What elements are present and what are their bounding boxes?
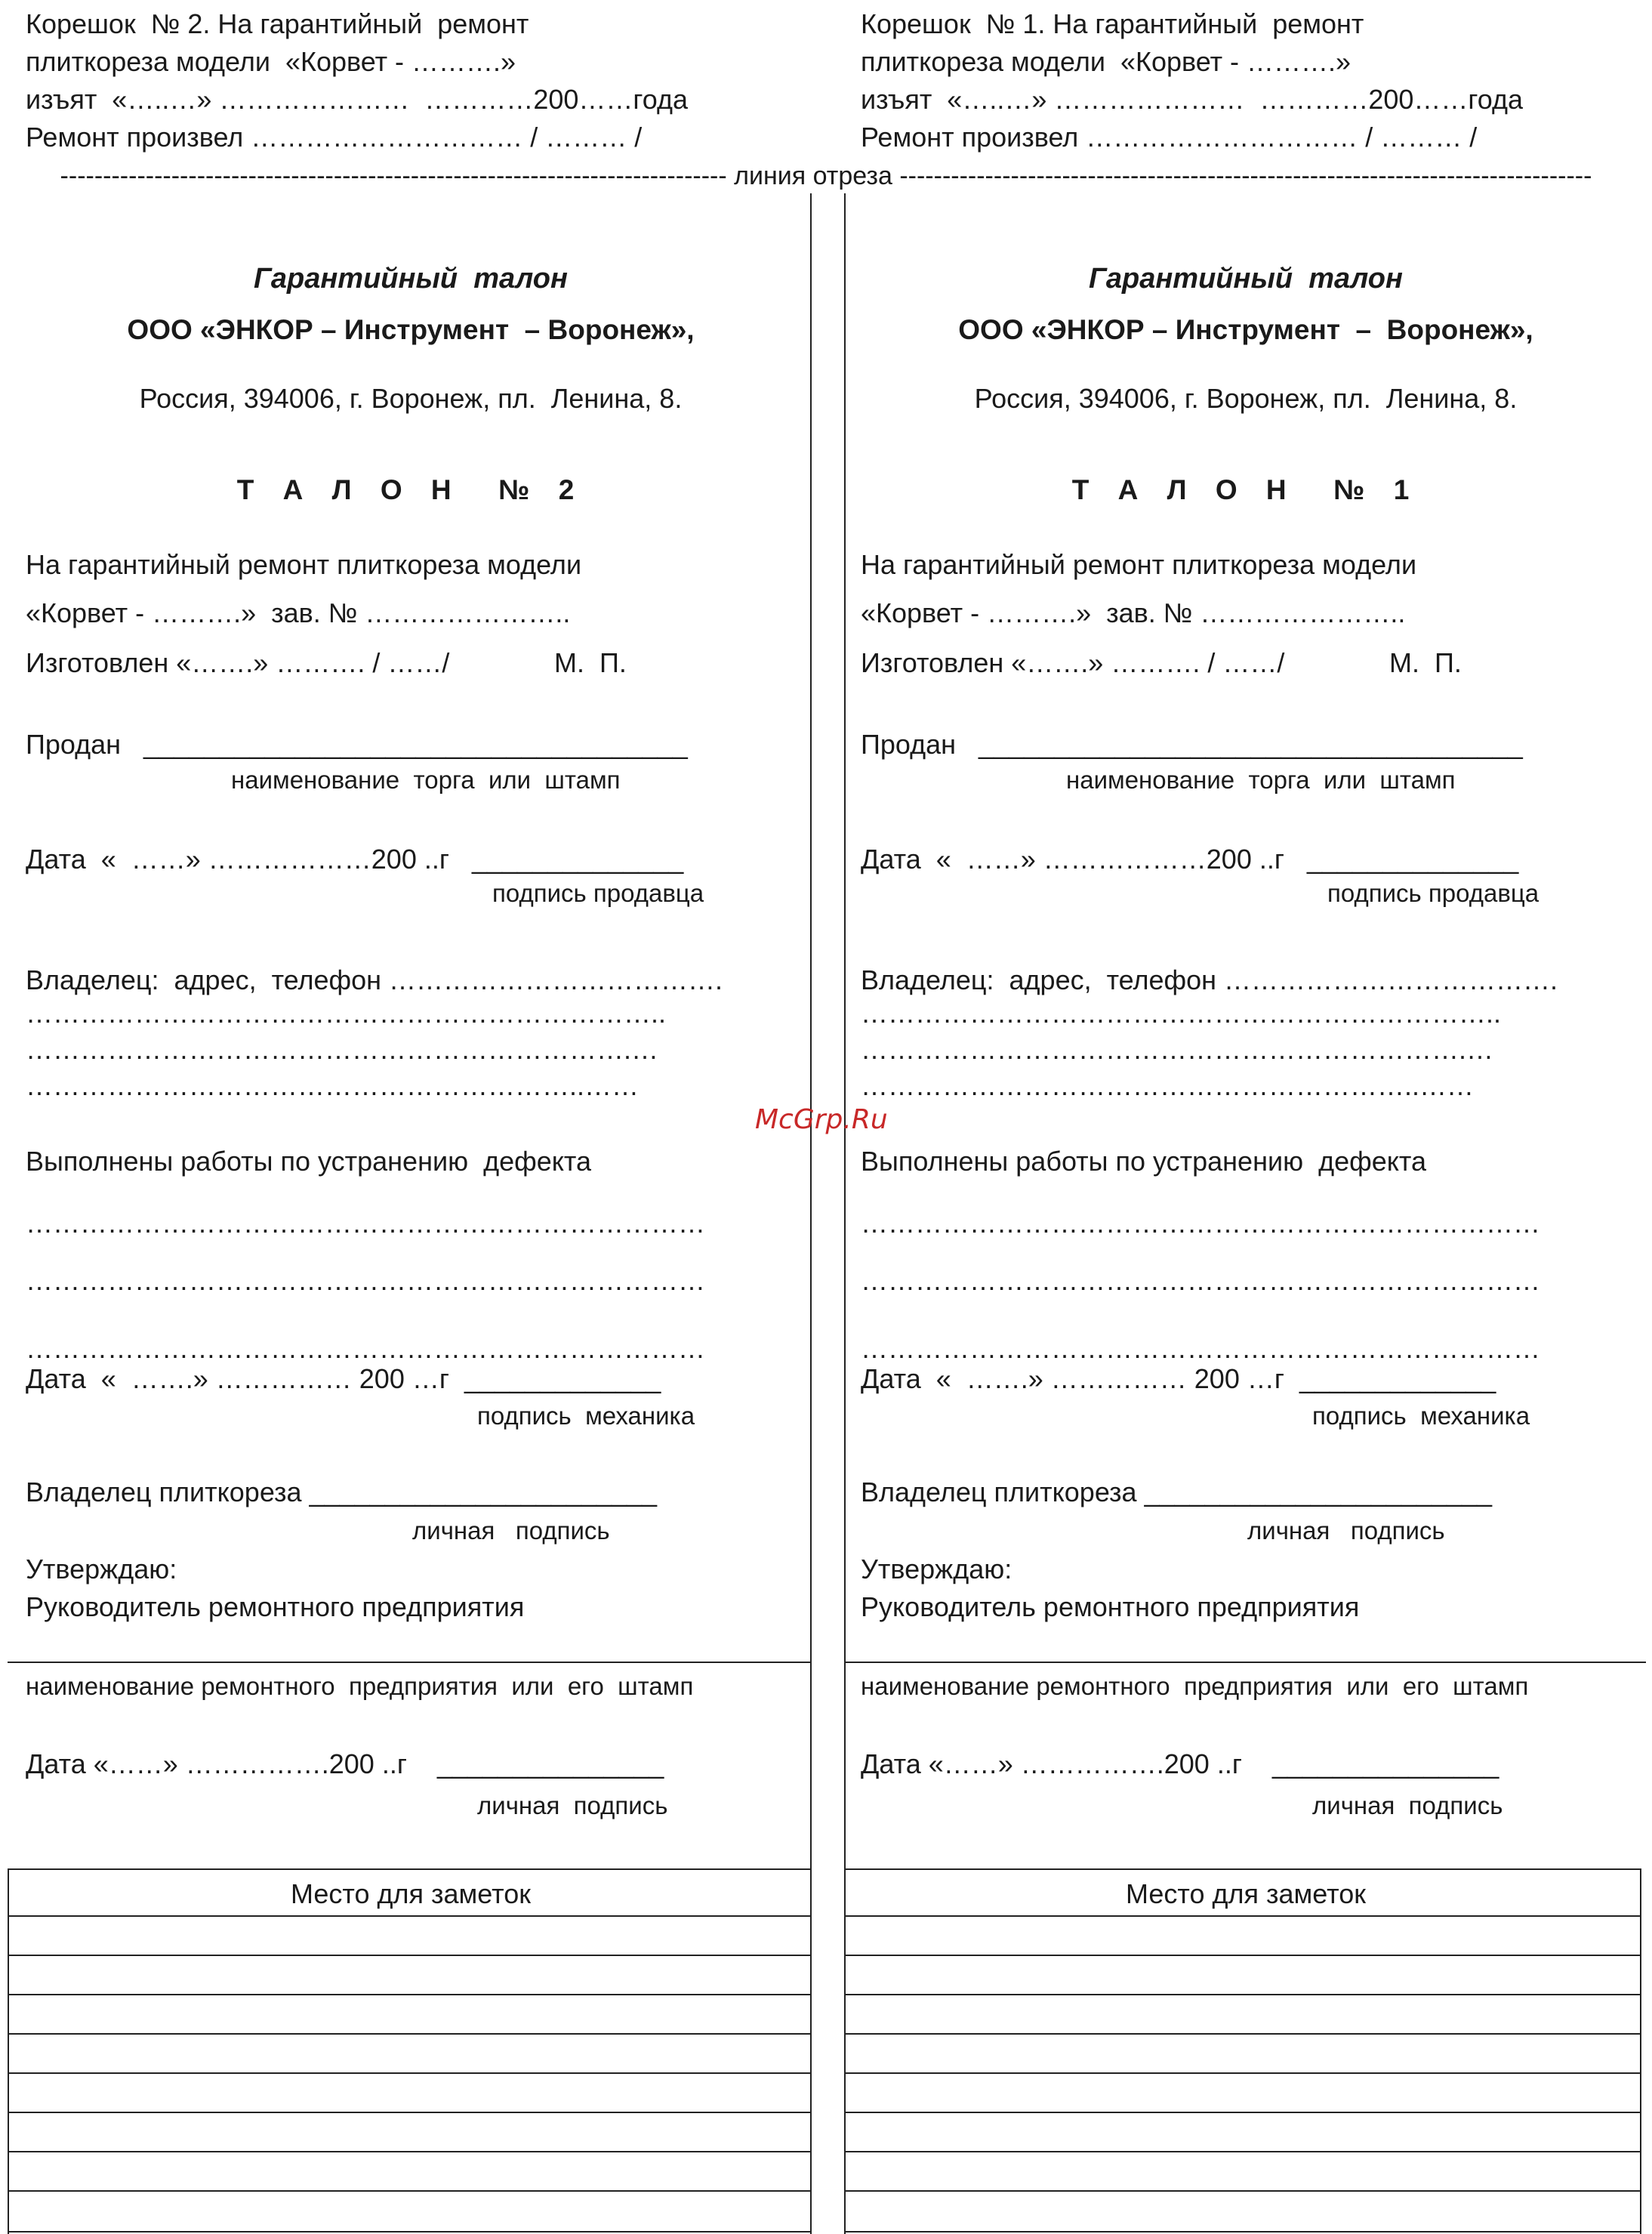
work-dots: ………………………………………………………………… xyxy=(26,1265,705,1296)
personal-signature: личная подпись xyxy=(477,1791,668,1819)
work-dots: ………………………………………………………………… xyxy=(861,1333,1540,1364)
stub-line: изъят «…..…» ………………… …………200……года xyxy=(26,84,689,115)
notes-table xyxy=(8,1868,811,2234)
approve-label: Утверждаю: xyxy=(861,1554,1012,1584)
seller-signature: подпись продавца xyxy=(1327,879,1540,907)
approve-date: Дата «……» …………….200 ..г _______________ xyxy=(26,1748,664,1779)
work-dots: ………………………………………………………………… xyxy=(26,1333,705,1364)
cut-line: ------------------------------------------------------------------------------ линия отреза --------------------------------------------------------------------------------- xyxy=(60,162,1592,190)
enterprise-caption: наименование ремонтного предприятия или его штамп xyxy=(861,1672,1529,1700)
owner-dots: ………………………………………………………….… xyxy=(26,1034,659,1065)
work-dots: ………………………………………………………………… xyxy=(861,1208,1540,1239)
personal-signature: личная подпись xyxy=(1247,1517,1445,1544)
talon-title: Т А Л О Н № 2 xyxy=(236,474,585,505)
repair-date: Дата « …….» …………… 200 …г _____________ xyxy=(26,1363,661,1394)
owner-line: Владелец: адрес, телефон ………………………………. xyxy=(26,964,723,995)
owner-dots: ………………………………………………………….… xyxy=(861,1034,1494,1065)
sold-caption: наименование торга или штамп xyxy=(1066,766,1456,794)
owner-dots: …………………………………………………………….. xyxy=(26,998,667,1029)
repair-line: «Корвет - ……….» зав. № ………………….. xyxy=(26,597,571,628)
stub-line: плиткореза модели «Корвет - ……….» xyxy=(861,46,1351,77)
stamp-place: М. П. xyxy=(1389,647,1462,678)
stub-line: плиткореза модели «Корвет - ……….» xyxy=(26,46,516,77)
enterprise-rule xyxy=(844,1662,1646,1663)
sold-caption: наименование торга или штамп xyxy=(231,766,621,794)
repair-line: На гарантийный ремонт плиткореза модели xyxy=(26,549,582,580)
owner-line: Владелец: адрес, телефон ………………………………. xyxy=(861,964,1558,995)
talon-title: Т А Л О Н № 1 xyxy=(1071,474,1420,505)
stub-line: Корешок № 1. На гарантийный ремонт xyxy=(861,8,1364,39)
repair-date: Дата « …….» …………… 200 …г _____________ xyxy=(861,1363,1496,1394)
repair-line: «Корвет - ……….» зав. № ………………….. xyxy=(861,597,1406,628)
personal-signature: личная подпись xyxy=(412,1517,610,1544)
tool-owner-line: Владелец плиткореза _______________________ xyxy=(26,1476,658,1507)
header-title: Гарантийный талон xyxy=(1089,263,1403,295)
mechanic-signature: подпись механика xyxy=(477,1402,695,1430)
personal-signature: личная подпись xyxy=(1312,1791,1503,1819)
owner-dots: ……………………………………………………..…… xyxy=(26,1070,640,1101)
company-name: ООО «ЭНКОР – Инструмент – Воронеж», xyxy=(958,314,1533,345)
work-dots: ………………………………………………………………… xyxy=(26,1208,705,1239)
sale-date: Дата « ……» ………………200 ..г ______________ xyxy=(861,844,1519,875)
tool-owner-line: Владелец плиткореза _______________________ xyxy=(861,1476,1493,1507)
stub-line: изъят «…..…» ………………… …………200……года xyxy=(861,84,1524,115)
sold-line: Продан ____________________________________ xyxy=(26,729,688,760)
seller-signature: подпись продавца xyxy=(492,879,704,907)
enterprise-caption: наименование ремонтного предприятия или его штамп xyxy=(26,1672,694,1700)
notes-table xyxy=(844,1868,1641,2234)
mechanic-signature: подпись механика xyxy=(1312,1402,1530,1430)
work-line: Выполнены работы по устранению дефекта xyxy=(861,1146,1427,1177)
notes-title: Место для заметок xyxy=(1126,1878,1366,1909)
stub-line: Ремонт произвел ………………………… / ……… / xyxy=(861,122,1478,153)
head-label: Руководитель ремонтного предприятия xyxy=(26,1591,525,1622)
company-name: ООО «ЭНКОР – Инструмент – Воронеж», xyxy=(127,314,695,345)
address: Россия, 394006, г. Воронеж, пл. Ленина, 8. xyxy=(139,383,683,414)
address: Россия, 394006, г. Воронеж, пл. Ленина, 8. xyxy=(974,383,1518,414)
head-label: Руководитель ремонтного предприятия xyxy=(861,1591,1360,1622)
owner-dots: ……………………………………………………..…… xyxy=(861,1070,1475,1101)
enterprise-rule xyxy=(8,1662,811,1663)
approve-label: Утверждаю: xyxy=(26,1554,177,1584)
owner-dots: …………………………………………………………….. xyxy=(861,998,1502,1029)
header-title: Гарантийный талон xyxy=(254,263,568,295)
stub-line: Ремонт произвел ………………………… / ……… / xyxy=(26,122,643,153)
stub-line: Корешок № 2. На гарантийный ремонт xyxy=(26,8,529,39)
sale-date: Дата « ……» ………………200 ..г ______________ xyxy=(26,844,684,875)
approve-date: Дата «……» …………….200 ..г _______________ xyxy=(861,1748,1499,1779)
watermark: McGrp.Ru xyxy=(755,1104,888,1135)
repair-line: На гарантийный ремонт плиткореза модели xyxy=(861,549,1417,580)
made-line: Изготовлен «…….» ………. / ……/ xyxy=(26,647,450,678)
work-dots: ………………………………………………………………… xyxy=(861,1265,1540,1296)
work-line: Выполнены работы по устранению дефекта xyxy=(26,1146,592,1177)
made-line: Изготовлен «…….» ………. / ……/ xyxy=(861,647,1285,678)
notes-title: Место для заметок xyxy=(291,1878,531,1909)
stamp-place: М. П. xyxy=(554,647,627,678)
sold-line: Продан ____________________________________ xyxy=(861,729,1523,760)
